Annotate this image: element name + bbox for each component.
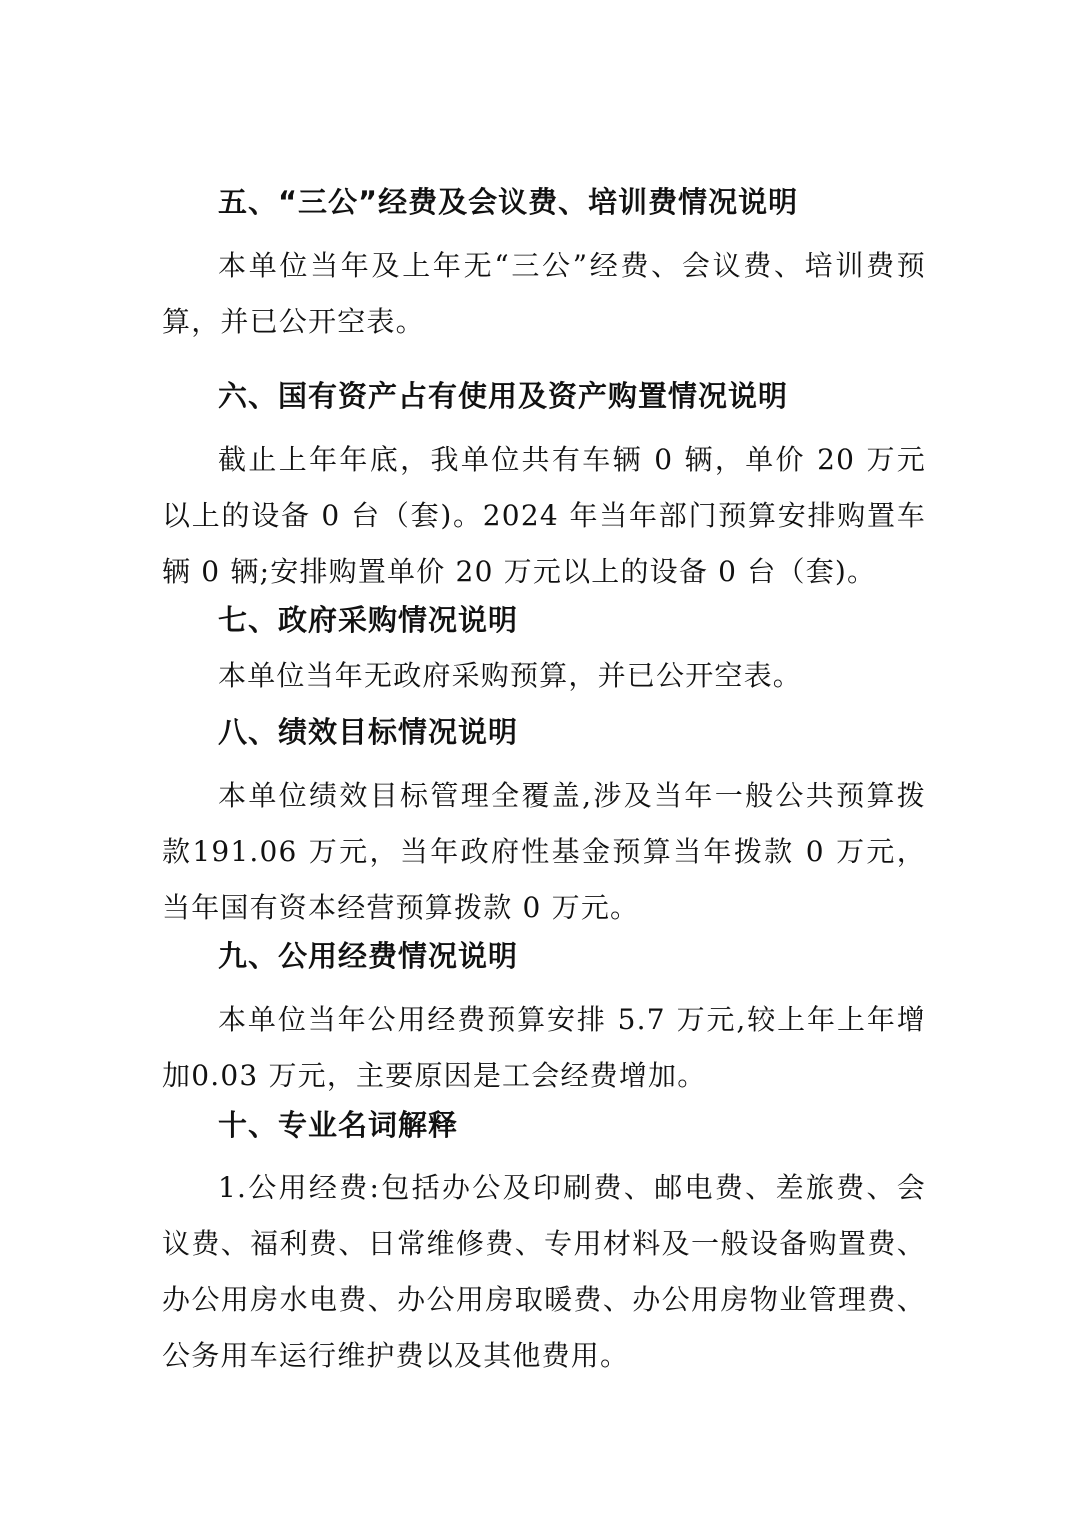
section-paragraph-government-procurement: 本单位当年无政府采购预算，并已公开空表。 [218, 659, 803, 692]
section-paragraph-three-public-expenses: 本单位当年及上年无“三公”经费、会议费、培训费预算，并已公开空表。 [162, 249, 926, 338]
section-heading-performance-targets: 八、绩效目标情况说明 [218, 715, 519, 749]
section-paragraph-public-funds: 本单位当年公用经费预算安排 5.7 万元,较上年上年增加0.03 万元，主要原因是工会经费增加。 [162, 1003, 926, 1092]
section-paragraph-performance-targets: 本单位绩效目标管理全覆盖,涉及当年一般公共预算拨款191.06 万元，当年政府性基金预算当年拨款 0 万元，当年国有资本经营预算拨款 0 万元。 [162, 779, 926, 924]
section-heading-three-public-expenses: 五、“三公”经费及会议费、培训费情况说明 [218, 185, 799, 219]
section-paragraph-glossary: 1.公用经费:包括办公及印刷费、邮电费、差旅费、会议费、福利费、日常维修费、专用材料及一般设备购置费、办公用房水电费、办公用房取暖费、办公用房物业管理费、公务用车运行维护费以及其他费用。 [162, 1171, 926, 1372]
section-heading-state-assets: 六、国有资产占有使用及资产购置情况说明 [218, 379, 789, 413]
section-paragraph-state-assets: 截止上年年底，我单位共有车辆 0 辆，单价 20 万元以上的设备 0 台（套)。2024 年当年部门预算安排购置车辆 0 辆;安排购置单价 20 万元以上的设备 0 台（套)。 [162, 443, 926, 588]
section-heading-government-procurement: 七、政府采购情况说明 [218, 603, 519, 637]
section-heading-public-funds: 九、公用经费情况说明 [218, 939, 519, 973]
section-heading-glossary: 十、专业名词解释 [218, 1108, 459, 1142]
